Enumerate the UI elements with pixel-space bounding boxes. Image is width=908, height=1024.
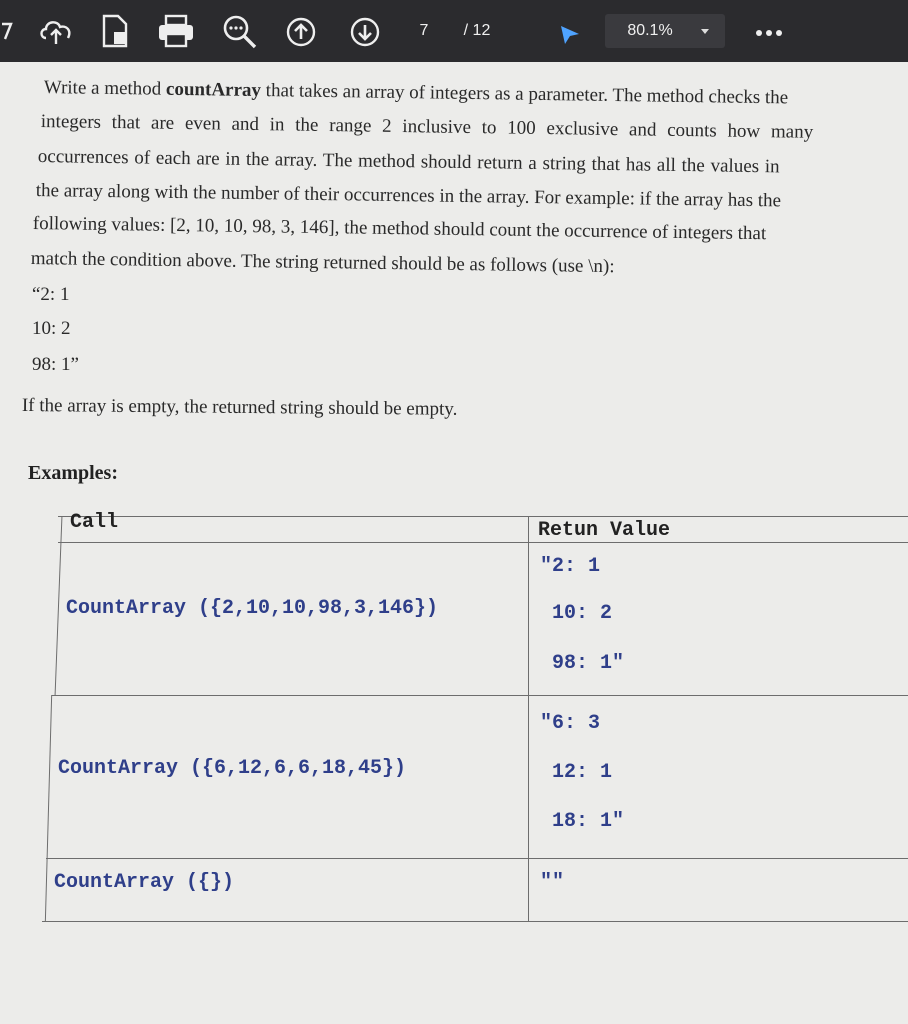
paragraph-line-1: Write a method countArray that takes an array of integers as a parameter. The method checks the (43, 77, 789, 109)
previous-page-icon[interactable] (284, 15, 318, 49)
paragraph-line-2: integers that are even and in the range 2 inclusive to 100 exclusive and counts how many (40, 111, 814, 143)
example-output-line-3: 98: 1” (32, 354, 79, 375)
row1-value-line-3: 98: 1" (552, 652, 625, 675)
table-row-divider-2 (46, 858, 908, 859)
row1-call: CountArray ({2,10,10,98,3,146}) (66, 597, 439, 620)
paragraph-line-5: following values: [2, 10, 10, 98, 3, 146], the method should count the occurrence of integers that (32, 213, 767, 245)
example-output-line-1: “2: 1 (32, 284, 70, 305)
row2-value-line-2: 12: 1 (552, 761, 613, 784)
cursor-icon[interactable] (555, 22, 585, 48)
table-bottom-border (42, 921, 908, 922)
current-page-input[interactable]: 7 (419, 22, 429, 39)
paragraph-line-4: the array along with the number of their occurrences in the array. For example: if the array has the (35, 180, 782, 212)
paragraph-line-6: match the condition above. The string returned should be as follows (use \n): (30, 248, 615, 278)
create-pdf-icon[interactable] (98, 13, 132, 49)
page-total: / 12 (463, 22, 491, 39)
examples-heading: Examples: (28, 462, 118, 484)
header-return-value: Retun Value (538, 519, 671, 542)
row3-value-line-1: "" (540, 871, 565, 894)
chevron-down-icon[interactable] (698, 26, 712, 38)
row1-value-line-2: 10: 2 (552, 602, 613, 625)
zoom-search-icon[interactable] (220, 12, 260, 50)
zoom-level: 80.1% (627, 22, 673, 39)
header-call: Call (70, 511, 119, 534)
row3-call: CountArray ({}) (54, 871, 235, 894)
cloud-upload-icon[interactable] (36, 14, 76, 48)
row2-value-line-1: "6: 3 (540, 712, 601, 735)
table-column-divider (528, 516, 529, 922)
more-icon[interactable] (752, 26, 786, 40)
next-page-icon[interactable] (348, 15, 382, 49)
print-icon[interactable] (156, 13, 196, 49)
row1-value-line-1: "2: 1 (540, 555, 601, 578)
empty-array-note: If the array is empty, the returned string should be empty. (21, 395, 458, 420)
table-row-divider-1 (52, 695, 908, 696)
table-top-border (58, 516, 908, 517)
row2-call: CountArray ({6,12,6,6,18,45}) (58, 757, 407, 780)
paragraph-line-3: occurrences of each are in the array. The method should return a string that has all the values in (37, 146, 780, 178)
row2-value-line-3: 18: 1" (552, 810, 625, 833)
table-header-divider (58, 542, 908, 543)
pdf-toolbar (0, 0, 908, 62)
example-output-line-2: 10: 2 (32, 318, 71, 339)
back-chevron-icon[interactable] (0, 20, 14, 42)
